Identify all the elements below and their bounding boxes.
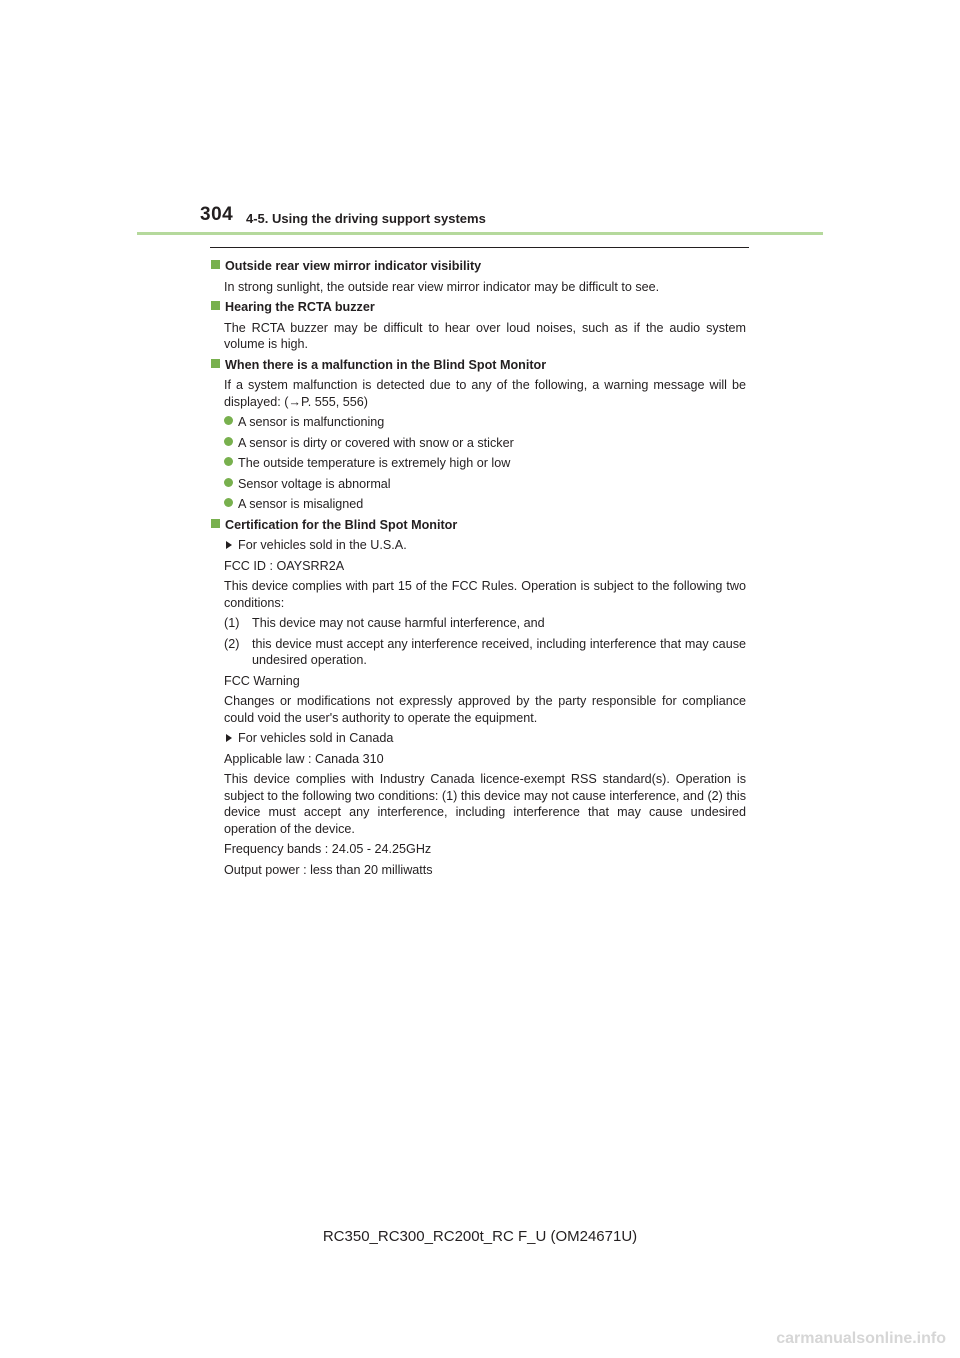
content-rule xyxy=(210,247,749,248)
square-bullet-icon xyxy=(211,519,220,528)
list-item: A sensor is misaligned xyxy=(224,496,746,513)
frequency-bands: Frequency bands : 24.05 - 24.25GHz xyxy=(224,842,432,856)
malfunction-text: If a system malfunction is detected due to any of the following, a warning message will be displayed: (→P. 555, 556) xyxy=(224,378,746,409)
triangle-arrow-icon xyxy=(226,541,232,549)
canada-text: This device complies with Industry Canada licence-exempt RSS standard(s). Operation is subject to the following two conditions: (1) this device may not cause interference, and (2) this device must accept any interference, including interference that may cause undesired operation of the device. xyxy=(224,772,746,836)
list-item: A sensor is dirty or covered with snow or a sticker xyxy=(224,435,746,452)
watermark: carmanualsonline.info xyxy=(776,1330,946,1347)
round-bullet-icon xyxy=(224,498,233,507)
square-bullet-icon xyxy=(211,301,220,310)
heading-rcta-buzzer: Hearing the RCTA buzzer xyxy=(210,299,746,316)
usa-label: For vehicles sold in the U.S.A. xyxy=(224,537,746,554)
heading-malfunction: When there is a malfunction in the Blind Spot Monitor xyxy=(210,357,746,374)
triangle-arrow-icon xyxy=(226,734,232,742)
fcc-intro: This device complies with part 15 of the FCC Rules. Operation is subject to the following two conditions: xyxy=(224,579,746,610)
condition-item: (1) This device may not cause harmful interference, and xyxy=(224,616,545,630)
header-rule xyxy=(137,232,823,235)
round-bullet-icon xyxy=(224,478,233,487)
canada-law: Applicable law : Canada 310 xyxy=(224,751,384,766)
output-power: Output power : less than 20 milliwatts xyxy=(224,862,433,877)
square-bullet-icon xyxy=(211,260,220,269)
mirror-visibility-text: In strong sunlight, the outside rear view mirror indicator may be difficult to see. xyxy=(224,279,660,294)
condition-item: (2) this device must accept any interference received, including interference that may cause undesired operation. xyxy=(224,636,746,667)
rcta-buzzer-text: The RCTA buzzer may be difficult to hear over loud noises, such as if the audio system volume is high. xyxy=(224,320,746,351)
list-item: A sensor is malfunctioning xyxy=(224,414,746,431)
section-title: 4-5. Using the driving support systems xyxy=(246,211,486,226)
square-bullet-icon xyxy=(211,359,220,368)
footer-model-code: RC350_RC300_RC200t_RC F_U (OM24671U) xyxy=(322,1228,638,1245)
heading-certification: Certification for the Blind Spot Monitor xyxy=(210,517,746,534)
fcc-warning-text: Changes or modifications not expressly approved by the party responsible for compliance could void the user's authority to operate the equipment. xyxy=(224,694,746,725)
heading-mirror-visibility: Outside rear view mirror indicator visibility xyxy=(210,258,746,275)
fcc-id: FCC ID : OAYSRR2A xyxy=(224,558,345,573)
canada-label: For vehicles sold in Canada xyxy=(224,730,746,747)
round-bullet-icon xyxy=(224,437,233,446)
round-bullet-icon xyxy=(224,457,233,466)
list-item: The outside temperature is extremely high or low xyxy=(224,455,746,472)
round-bullet-icon xyxy=(224,416,233,425)
fcc-warning-title: FCC Warning xyxy=(224,673,300,688)
page-number: 304 xyxy=(200,204,234,225)
list-item: Sensor voltage is abnormal xyxy=(224,476,746,493)
page-content xyxy=(210,258,746,878)
